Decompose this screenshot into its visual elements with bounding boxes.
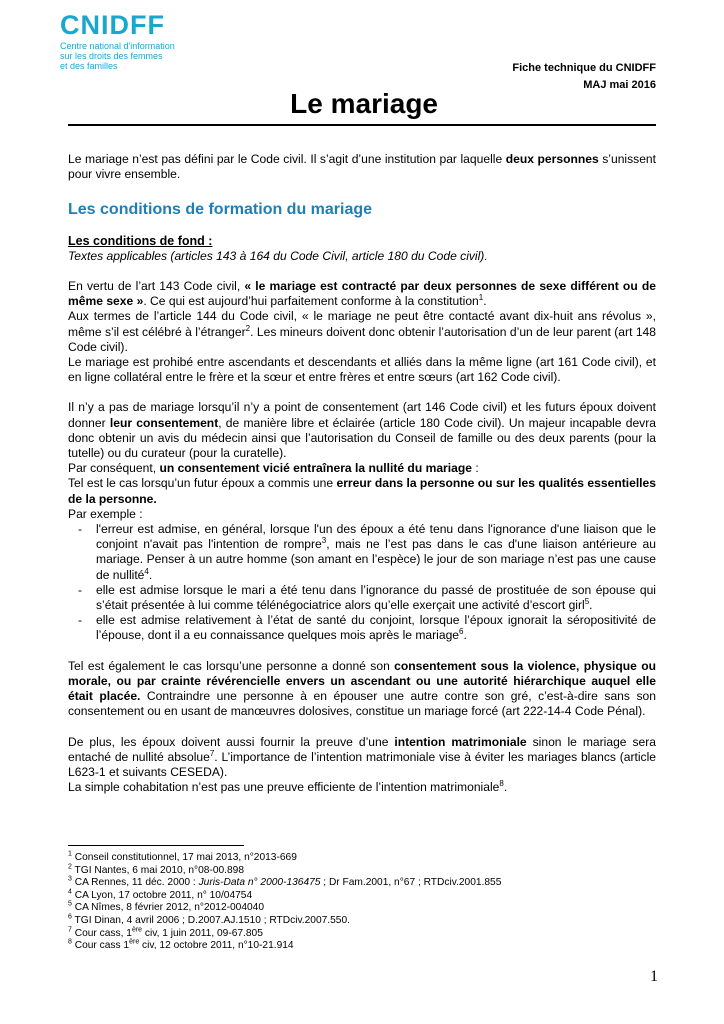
footnote-ref: 2 <box>245 323 251 333</box>
footnote-ref: 1 <box>478 293 484 303</box>
footnote-item: $^6$ TGI Dinan, 4 avril 2006 ; D.2007.AJ.1510 ; RTDciv.2007.550. <box>68 913 350 926</box>
intro-paragraph: Le mariage n’est pas défini par le Code civil. Il s’agit d’une institution par laquelle deux personnes s’unissent pour vivre ensemble. <box>68 152 657 182</box>
paragraph-prohibition: Le mariage est prohibé entre ascendants et descendants et alliés dans la même ligne (art 161 Code civil), et en ligne collatéral entre le frère et la sœur et entre frères et entre sœurs (art 162 Code civil). <box>68 355 656 385</box>
footnote-item: $^1$ Conseil constitutionnel, 17 mai 2013, n°2013-669 <box>68 850 297 863</box>
section-heading: Les conditions de formation du mariage <box>68 201 373 219</box>
page-number: 1 <box>650 968 658 985</box>
footnote-item: $^4$ CA Lyon, 17 octobre 2011, n° 10/04754 <box>68 888 253 901</box>
footnote-item: $^2$ TGI Nantes, 6 mai 2010, n°08-00.898 <box>68 863 244 876</box>
document-body <box>68 152 656 795</box>
footnote-item: $^7$ Cour cass, 1ère civ, 1 juin 2011, 09-67.805 <box>68 926 263 939</box>
document-header <box>512 60 656 94</box>
paragraph-vice: Par conséquent, un consentement vicié entraînera la nullité du mariage : <box>68 461 479 476</box>
footnote-item: $^5$ CA Nîmes, 8 février 2012, n°2012-004040 <box>68 900 264 914</box>
paragraph-violence: Tel est également le cas lorsqu’une personne a donné son consentement sous la violence, physique ou morale, ou par crainte révérencielle envers un ascendant ou une autorité hiérarchique auquel elle était placée. Contraindre une personne à en épouser une autre contre son gré, c’est-à-dire sans son consentement ou en usant de manœuvres dolosives, constitue un mariage forcé (art 222-14-4 Code Pénal). <box>68 658 656 719</box>
examples-list <box>68 522 656 644</box>
paragraph-examples: Par exemple : <box>68 506 143 521</box>
header-update-date: MAJ mai 2016 <box>583 79 656 91</box>
logo-tagline: Centre national d'information sur les droits des femmes et des familles <box>60 41 175 71</box>
cnidff-logo <box>60 12 220 71</box>
applicable-texts: Textes applicables (articles 143 à 164 du Code Civil, article 180 du Code civil). <box>68 248 488 263</box>
paragraph-consent: Il n’y a pas de mariage lorsqu’il n’y a point de consentement (art 146 Code civil) et les futurs époux doivent donner leur consentement, de manière libre et éclairée (article 180 Code civil). Un majeur incapable devra donc obtenir un avis du médecin ainsi que l’autorisation du Conseil de famille ou des deux parents (pour la tutelle) ou du curateur (pour la curatelle). <box>68 400 656 461</box>
list-item: - l'erreur est admise, en général, lorsque l'un des époux a été tenu dans l'ignorance d'une liaison que le conjoint n'avait pas l'intention de rompre$^3$, mais ne l’est pas dans le cas d'une liaison antérieure au mariage. Penser à un autre homme (son amant en l’espèce) le jour de son mariage n’est pas une cause de nullité$^4$. <box>68 522 656 583</box>
header-fiche-label: Fiche technique du CNIDFF <box>512 62 656 74</box>
footnote-item: $^3$ CA Rennes, 11 déc. 2000 : Juris-Data n° 2000-136475 ; Dr Fam.2001, n°67 ; RTDciv.2001.855 <box>68 875 502 889</box>
paragraph-art143: En vertu de l’art 143 Code civil, « le mariage est contracté par deux personnes de sexe différent ou de même sexe ». Ce qui est aujourd’hui parfaitement conforme à la constitution$^1$. <box>68 279 656 309</box>
paragraph-error: Tel est le cas lorsqu’un futur époux a commis une erreur dans la personne ou sur les qualités essentielles de la personne. <box>68 476 656 506</box>
list-item: - elle est admise lorsque le mari a été tenu dans l’ignorance du passé de prostituée de son épouse qui s’était présentée à lui comme télénégociatrice alors qu’elle exerçait une activité d’escort girl$^5$. <box>68 583 656 613</box>
paragraph-cohabitation: La simple cohabitation n’est pas une preuve efficiente de l’intention matrimoniale$^8$. <box>68 779 508 795</box>
footnote-divider <box>68 845 244 846</box>
title-divider <box>68 124 656 126</box>
footnote-item: $^8$ Cour cass 1ère civ, 12 octobre 2011, n°10-21.914 <box>68 938 294 952</box>
paragraph-art144: Aux termes de l’article 144 du Code civil, « le mariage ne peut être contacté avant dix-huit ans révolus », même s’il est célébré à l’étranger$^2$. Les mineurs doivent donc obtenir l’autorisation d’un de leur parent (art 148 Code civil). <box>68 309 657 354</box>
page-title: Le mariage <box>290 88 438 119</box>
footnotes <box>68 852 656 953</box>
logo-wordmark: CNIDFF <box>60 10 165 40</box>
subsection-heading: Les conditions de fond : <box>68 233 213 248</box>
list-item: - elle est admise relativement à l’état de santé du conjoint, lorsque l’époux ignorait la séropositivité de l’épouse, dont il a eu connaissance quelques mois après le mariage$^6$. <box>68 613 656 643</box>
paragraph-intention: De plus, les époux doivent aussi fournir la preuve d’une intention matrimoniale sinon le mariage sera entaché de nullité absolue$^7$. L’importance de l’intention matrimoniale vise à éviter les mariages blancs (article L623-1 et suivants CESEDA). <box>68 734 657 779</box>
